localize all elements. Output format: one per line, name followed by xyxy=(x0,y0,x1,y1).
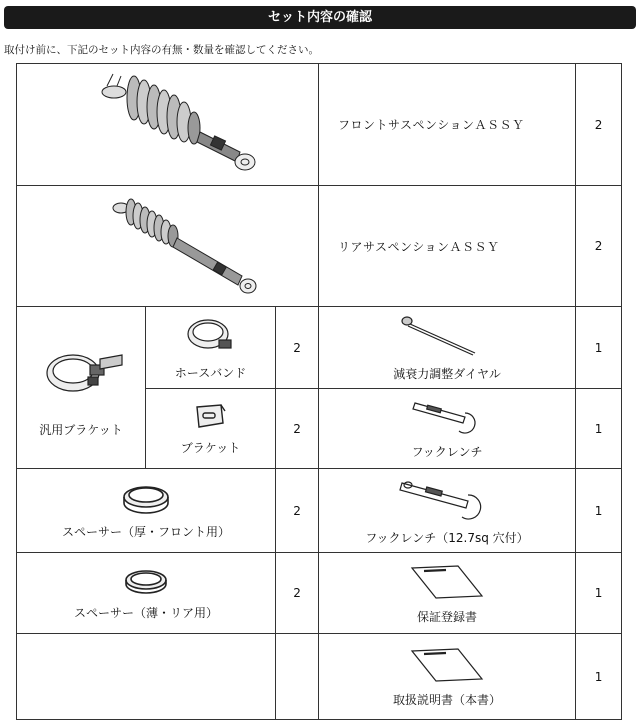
spacer-thick-icon xyxy=(116,481,176,517)
rear-suspension-icon xyxy=(17,188,317,305)
item-qty: 1 xyxy=(576,389,622,469)
table-row xyxy=(17,553,622,634)
item-name: フロントサスペンションＡＳＳＹ xyxy=(319,64,576,186)
item-qty: 2 xyxy=(276,389,319,469)
table-row xyxy=(17,64,622,186)
hook-wrench-hole-icon xyxy=(382,475,512,523)
front-suspension-icon xyxy=(17,66,317,184)
item-qty: 2 xyxy=(276,469,319,553)
table-row xyxy=(17,634,622,720)
item-qty: 2 xyxy=(276,307,319,389)
item-qty: 1 xyxy=(576,469,622,553)
item-name: リアサスペンションＡＳＳＹ xyxy=(319,186,576,307)
damping-dial-icon xyxy=(387,313,507,359)
item-qty: 1 xyxy=(576,307,622,389)
item-qty: 1 xyxy=(576,553,622,634)
item-name: スペーサー（薄・リア用） xyxy=(73,605,218,620)
item-name: スペーサー（厚・フロント用） xyxy=(61,525,230,539)
table-row xyxy=(17,469,622,553)
bracket-icon xyxy=(191,401,231,433)
item-qty: 2 xyxy=(576,64,622,186)
contents-table xyxy=(16,63,622,720)
item-name: フックレンチ（12.7sq 穴付） xyxy=(365,531,529,545)
item-name: 保証登録書 xyxy=(417,609,478,624)
section-title: セット内容の確認 xyxy=(4,6,636,29)
warranty-card-icon xyxy=(402,562,492,602)
spacer-thin-icon xyxy=(116,566,176,598)
item-name: フックレンチ xyxy=(411,445,483,459)
hose-band-icon xyxy=(181,314,241,358)
group-label: 汎用ブラケット xyxy=(39,423,123,437)
intro-text: 取付け前に、下記のセット内容の有無・数量を確認してください。 xyxy=(4,44,319,56)
hook-wrench-icon xyxy=(387,397,507,437)
table-row xyxy=(17,307,622,389)
item-qty: 1 xyxy=(576,634,622,720)
item-qty: 2 xyxy=(276,553,319,634)
item-name: ブラケット xyxy=(180,441,241,455)
item-qty: 2 xyxy=(576,186,622,307)
item-name: 取扱説明書（本書） xyxy=(393,693,502,707)
table-row xyxy=(17,186,622,307)
manual-icon xyxy=(402,645,492,685)
universal-bracket-icon xyxy=(18,337,145,407)
item-name: ホースバンド xyxy=(174,366,247,380)
item-name: 減衰力調整ダイヤル xyxy=(393,367,501,381)
